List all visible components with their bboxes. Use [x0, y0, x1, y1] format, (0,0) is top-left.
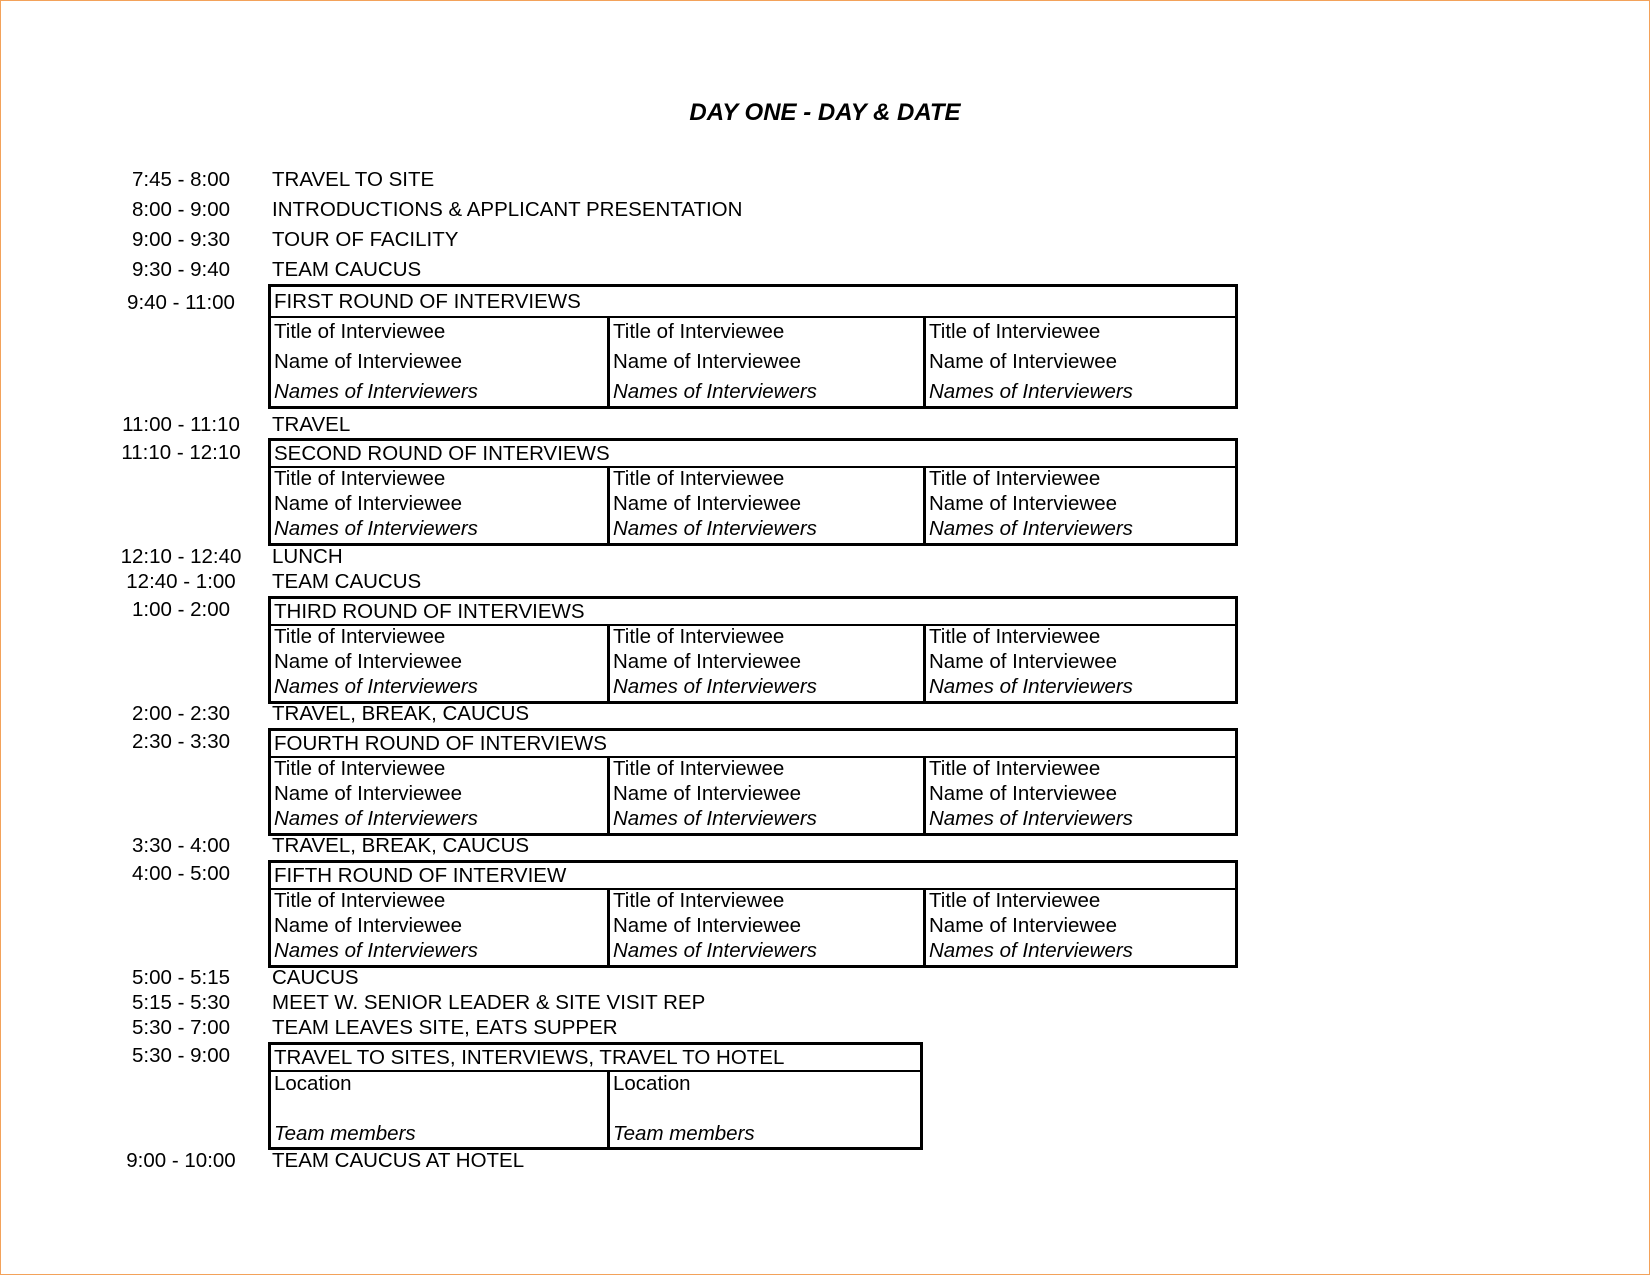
team-members-label: Team members	[613, 1122, 755, 1145]
page-title: DAY ONE - DAY & DATE	[689, 99, 961, 126]
interviewee-title: Title of Interviewee	[274, 757, 446, 780]
time-slot: 12:10 - 12:40	[120, 545, 242, 568]
time-slot: 3:30 - 4:00	[131, 834, 230, 857]
interviewer-names: Names of Interviewers	[613, 939, 817, 962]
activity: TEAM LEAVES SITE, EATS SUPPER	[272, 1016, 618, 1039]
interviewer-names: Names of Interviewers	[274, 517, 478, 540]
interviewer-names: Names of Interviewers	[274, 807, 478, 830]
activity: TRAVEL TO SITE	[272, 168, 435, 191]
interviewer-names: Names of Interviewers	[613, 517, 817, 540]
activity: TRAVEL, BREAK, CAUCUS	[272, 702, 530, 725]
interviewer-names: Names of Interviewers	[613, 380, 817, 403]
travel-cell	[607, 1072, 920, 1147]
interviewer-names: Names of Interviewers	[929, 517, 1133, 540]
time-slot: 2:30 - 3:30	[131, 730, 230, 753]
interviewer-names: Names of Interviewers	[929, 939, 1133, 962]
activity: TOUR OF FACILITY	[272, 228, 459, 251]
travel-header: TRAVEL TO SITES, INTERVIEWS, TRAVEL TO HOTEL	[271, 1045, 920, 1072]
interviewee-title: Title of Interviewee	[274, 320, 446, 343]
time-slot: 5:30 - 7:00	[131, 1016, 230, 1039]
time-slot: 9:00 - 9:30	[131, 228, 230, 251]
activity: CAUCUS	[272, 966, 359, 989]
interviewee-title: Title of Interviewee	[613, 625, 785, 648]
interviewee-title: Title of Interviewee	[274, 889, 446, 912]
round-header: SECOND ROUND OF INTERVIEWS	[271, 441, 1235, 468]
interview-cell	[607, 626, 923, 701]
interview-cell	[923, 318, 1235, 406]
interview-cell	[923, 626, 1235, 701]
team-members-label: Team members	[274, 1122, 416, 1145]
interviewee-title: Title of Interviewee	[929, 320, 1101, 343]
interviewee-name: Name of Interviewee	[613, 914, 802, 937]
interviewer-names: Names of Interviewers	[613, 675, 817, 698]
round-header: FIFTH ROUND OF INTERVIEW	[271, 863, 1235, 890]
interviewer-names: Names of Interviewers	[274, 380, 478, 403]
interviewee-name: Name of Interviewee	[613, 650, 802, 673]
interview-round-2	[268, 438, 1238, 546]
interviewee-name: Name of Interviewee	[929, 782, 1118, 805]
interview-round-3	[268, 596, 1238, 704]
interviewer-names: Names of Interviewers	[929, 380, 1133, 403]
activity: LUNCH	[272, 545, 343, 568]
interviewer-names: Names of Interviewers	[274, 675, 478, 698]
interview-round-4	[268, 728, 1238, 836]
interview-round-5	[268, 860, 1238, 968]
interview-cell	[607, 318, 923, 406]
time-slot: 5:15 - 5:30	[131, 991, 230, 1014]
interviewer-names: Names of Interviewers	[274, 939, 478, 962]
time-slot: 9:00 - 10:00	[126, 1149, 236, 1172]
interviewee-name: Name of Interviewee	[274, 914, 463, 937]
interviewee-name: Name of Interviewee	[613, 492, 802, 515]
time-slot: 8:00 - 9:00	[131, 198, 230, 221]
interviewee-title: Title of Interviewee	[613, 889, 785, 912]
interviewer-names: Names of Interviewers	[929, 675, 1133, 698]
time-slot: 7:45 - 8:00	[131, 168, 230, 191]
interviewee-name: Name of Interviewee	[613, 350, 802, 373]
interviewee-title: Title of Interviewee	[613, 467, 785, 490]
interviewee-title: Title of Interviewee	[274, 467, 446, 490]
interviewer-names: Names of Interviewers	[613, 807, 817, 830]
interview-cell	[607, 890, 923, 965]
interview-cell	[271, 626, 607, 701]
round-header: FIRST ROUND OF INTERVIEWS	[271, 287, 1235, 318]
location-label: Location	[613, 1072, 691, 1095]
interviewee-title: Title of Interviewee	[929, 467, 1101, 490]
interview-cell	[271, 890, 607, 965]
interviewee-name: Name of Interviewee	[929, 650, 1118, 673]
interviewee-title: Title of Interviewee	[274, 625, 446, 648]
time-slot: 4:00 - 5:00	[131, 862, 230, 885]
location-label: Location	[274, 1072, 352, 1095]
activity: MEET W. SENIOR LEADER & SITE VISIT REP	[272, 991, 706, 1014]
interview-cell	[607, 468, 923, 543]
activity: TEAM CAUCUS AT HOTEL	[272, 1149, 525, 1172]
interviewee-name: Name of Interviewee	[929, 914, 1118, 937]
interviewee-title: Title of Interviewee	[613, 757, 785, 780]
travel-interviews-box	[268, 1042, 923, 1150]
interview-cell	[271, 468, 607, 543]
time-slot: 12:40 - 1:00	[126, 570, 236, 593]
time-slot: 9:40 - 11:00	[127, 291, 235, 314]
time-slot: 11:00 - 11:10	[122, 413, 240, 436]
interview-cell	[271, 758, 607, 833]
interviewee-title: Title of Interviewee	[929, 889, 1101, 912]
round-header: FOURTH ROUND OF INTERVIEWS	[271, 731, 1235, 758]
interview-cell	[923, 890, 1235, 965]
time-slot: 9:30 - 9:40	[131, 258, 230, 281]
time-slot: 5:30 - 9:00	[131, 1044, 230, 1067]
interviewee-name: Name of Interviewee	[929, 492, 1118, 515]
interview-cell	[923, 758, 1235, 833]
activity: TEAM CAUCUS	[272, 258, 422, 281]
travel-cell	[271, 1072, 607, 1147]
time-slot: 1:00 - 2:00	[131, 598, 230, 621]
interviewee-title: Title of Interviewee	[929, 757, 1101, 780]
interviewee-name: Name of Interviewee	[613, 782, 802, 805]
interviewee-title: Title of Interviewee	[929, 625, 1101, 648]
time-slot: 11:10 - 12:10	[121, 441, 241, 464]
interviewer-names: Names of Interviewers	[929, 807, 1133, 830]
time-slot: 2:00 - 2:30	[131, 702, 230, 725]
interviewee-title: Title of Interviewee	[613, 320, 785, 343]
activity: TEAM CAUCUS	[272, 570, 422, 593]
interview-round-1	[268, 284, 1238, 409]
interview-cell	[271, 318, 607, 406]
interview-cell	[923, 468, 1235, 543]
interviewee-name: Name of Interviewee	[274, 350, 463, 373]
activity: INTRODUCTIONS & APPLICANT PRESENTATION	[272, 198, 743, 221]
round-header: THIRD ROUND OF INTERVIEWS	[271, 599, 1235, 626]
interviewee-name: Name of Interviewee	[274, 650, 463, 673]
activity: TRAVEL, BREAK, CAUCUS	[272, 834, 530, 857]
interviewee-name: Name of Interviewee	[274, 492, 463, 515]
interview-cell	[607, 758, 923, 833]
time-slot: 5:00 - 5:15	[131, 966, 230, 989]
interviewee-name: Name of Interviewee	[929, 350, 1118, 373]
interviewee-name: Name of Interviewee	[274, 782, 463, 805]
activity: TRAVEL	[272, 413, 351, 436]
